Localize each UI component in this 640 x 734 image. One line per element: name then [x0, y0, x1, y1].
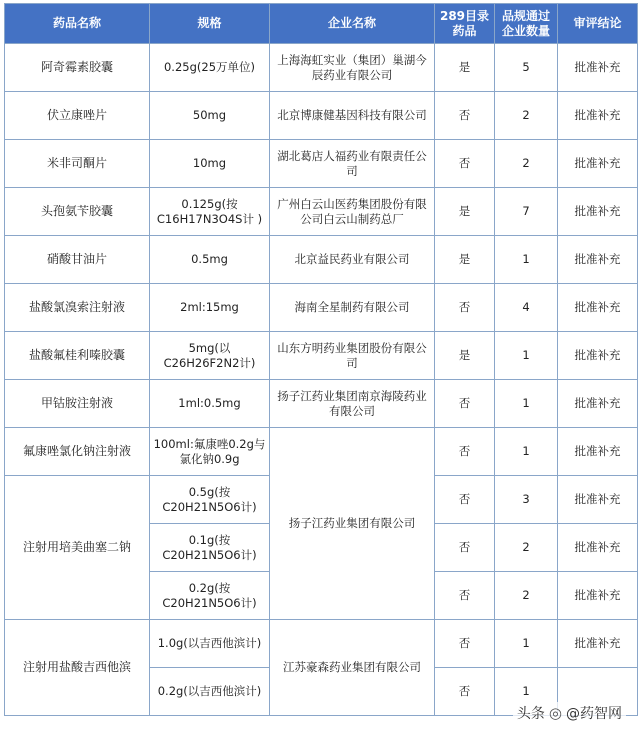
header-count-line1: 品规通过	[501, 8, 550, 23]
spec-cell: 10mg	[150, 140, 270, 188]
spec-cell: 0.125g(按C16H17N3O4S计 )	[150, 188, 270, 236]
is289-cell: 是	[435, 188, 495, 236]
drug-name-cell-merged: 注射用培美曲塞二钠	[5, 476, 150, 620]
conclusion-cell: 批准补充	[558, 284, 638, 332]
spec-cell: 0.5mg	[150, 236, 270, 284]
header-289-line1: 289目录	[439, 8, 490, 23]
spec-cell: 0.5g(按C20H21N5O6计)	[150, 476, 270, 524]
header-289	[435, 4, 495, 44]
drug-name-cell: 米非司酮片	[5, 140, 150, 188]
is289-cell: 否	[435, 380, 495, 428]
company-cell: 湖北葛店人福药业有限责任公司	[270, 140, 435, 188]
count-cell: 2	[495, 92, 558, 140]
table-row	[5, 44, 638, 92]
header-count-line2: 企业数量	[501, 23, 550, 38]
is289-cell: 否	[435, 92, 495, 140]
conclusion-cell: 批准补充	[558, 332, 638, 380]
company-cell: 上海海虹实业（集团）巢湖今辰药业有限公司	[270, 44, 435, 92]
is289-cell: 否	[435, 428, 495, 476]
spec-cell: 0.25g(25万单位)	[150, 44, 270, 92]
count-cell: 2	[495, 524, 558, 572]
spec-cell: 50mg	[150, 92, 270, 140]
watermark-account: @药智网	[566, 706, 622, 722]
is289-cell: 否	[435, 620, 495, 668]
drug-name-cell: 伏立康唑片	[5, 92, 150, 140]
is289-cell: 否	[435, 668, 495, 716]
is289-cell: 否	[435, 284, 495, 332]
conclusion-cell: 批准补充	[558, 236, 638, 284]
conclusion-cell: 批准补充	[558, 524, 638, 572]
table-row	[5, 284, 638, 332]
conclusion-cell: 批准补充	[558, 188, 638, 236]
drug-name-cell: 阿奇霉素胶囊	[5, 44, 150, 92]
is289-cell: 否	[435, 524, 495, 572]
count-cell: 1	[495, 380, 558, 428]
conclusion-cell: 批准补充	[558, 92, 638, 140]
table-row	[5, 620, 638, 668]
company-cell-merged: 江苏豪森药业集团有限公司	[270, 620, 435, 716]
count-cell: 7	[495, 188, 558, 236]
is289-cell: 否	[435, 140, 495, 188]
is289-cell: 是	[435, 44, 495, 92]
count-cell: 2	[495, 572, 558, 620]
drug-name-cell: 甲钴胺注射液	[5, 380, 150, 428]
count-cell: 1	[495, 236, 558, 284]
drug-name-cell: 盐酸氟桂利嗪胶囊	[5, 332, 150, 380]
company-cell-merged: 扬子江药业集团有限公司	[270, 428, 435, 620]
count-cell: 1	[495, 668, 558, 716]
company-cell: 海南全星制药有限公司	[270, 284, 435, 332]
spec-cell: 0.2g(按C20H21N5O6计)	[150, 572, 270, 620]
company-cell: 山东方明药业集团股份有限公司	[270, 332, 435, 380]
company-cell: 北京博康健基因科技有限公司	[270, 92, 435, 140]
brand-circle-icon: ◎	[548, 704, 562, 722]
header-conclusion: 审评结论	[558, 4, 638, 44]
conclusion-cell: 批准补充	[558, 140, 638, 188]
drug-name-cell-merged: 注射用盐酸吉西他滨	[5, 620, 150, 716]
spec-cell: 5mg(以C26H26F2N2计)	[150, 332, 270, 380]
header-row	[5, 4, 638, 44]
header-drug-name: 药品名称	[5, 4, 150, 44]
company-cell: 北京益民药业有限公司	[270, 236, 435, 284]
count-cell: 3	[495, 476, 558, 524]
table-row	[5, 332, 638, 380]
spec-cell: 2ml:15mg	[150, 284, 270, 332]
drug-name-cell: 硝酸甘油片	[5, 236, 150, 284]
spec-cell: 1ml:0.5mg	[150, 380, 270, 428]
count-cell: 2	[495, 140, 558, 188]
drug-name-cell: 头孢氨苄胶囊	[5, 188, 150, 236]
table-row	[5, 236, 638, 284]
count-cell: 1	[495, 332, 558, 380]
company-cell: 扬子江药业集团南京海陵药业有限公司	[270, 380, 435, 428]
table-row	[5, 428, 638, 476]
header-spec: 规格	[150, 4, 270, 44]
spec-cell: 1.0g(以吉西他滨计)	[150, 620, 270, 668]
drug-review-table	[4, 3, 638, 716]
table-row	[5, 188, 638, 236]
table-row	[5, 140, 638, 188]
conclusion-cell: 批准补充	[558, 620, 638, 668]
header-289-line2: 药品	[452, 23, 477, 38]
header-company: 企业名称	[270, 4, 435, 44]
table-row	[5, 380, 638, 428]
watermark	[513, 702, 626, 724]
conclusion-cell: 批准补充	[558, 428, 638, 476]
spec-cell: 0.2g(以吉西他滨计)	[150, 668, 270, 716]
drug-name-cell: 盐酸氯溴索注射液	[5, 284, 150, 332]
count-cell: 1	[495, 620, 558, 668]
drug-name-cell: 氟康唑氯化钠注射液	[5, 428, 150, 476]
is289-cell: 否	[435, 572, 495, 620]
is289-cell: 是	[435, 236, 495, 284]
conclusion-cell: 批准补充	[558, 476, 638, 524]
conclusion-cell: 批准补充	[558, 380, 638, 428]
company-cell: 广州白云山医药集团股份有限公司白云山制药总厂	[270, 188, 435, 236]
spec-cell: 100ml:氟康唑0.2g与氯化钠0.9g	[150, 428, 270, 476]
count-cell: 4	[495, 284, 558, 332]
count-cell: 1	[495, 428, 558, 476]
header-count	[495, 4, 558, 44]
count-cell: 5	[495, 44, 558, 92]
conclusion-cell: 批准补充	[558, 572, 638, 620]
is289-cell: 否	[435, 476, 495, 524]
is289-cell: 是	[435, 332, 495, 380]
table-row	[5, 92, 638, 140]
watermark-prefix: 头条	[516, 706, 545, 722]
spec-cell: 0.1g(按C20H21N5O6计)	[150, 524, 270, 572]
conclusion-cell: 批准补充	[558, 44, 638, 92]
